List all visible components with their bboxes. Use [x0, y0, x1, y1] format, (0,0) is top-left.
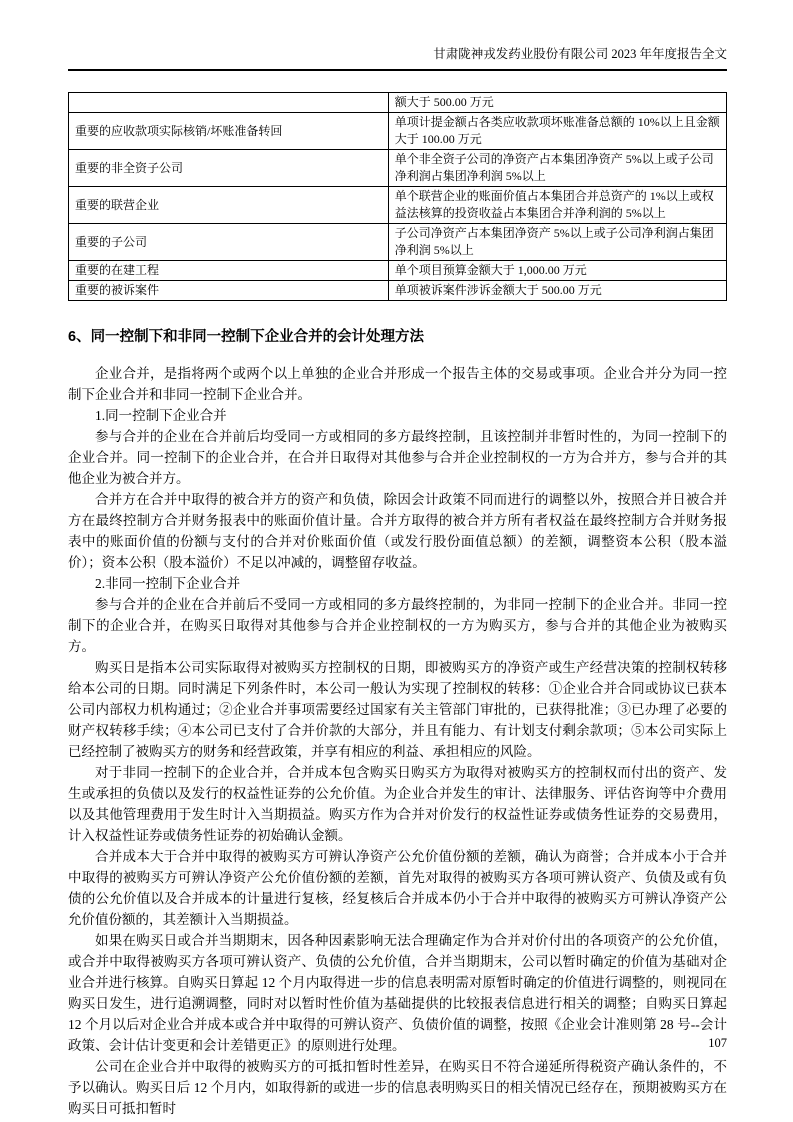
paragraph: 企业合并，是指将两个或两个以上单独的企业合并形成一个报告主体的交易或事项。企业合并分为同一控制下企业合并和非同一控制下企业合并。: [68, 366, 727, 402]
criteria-value: 额大于 500.00 万元: [388, 93, 726, 113]
criteria-value: 子公司净资产占本集团净资产 5%以上或子公司净利润占集团净利润 5%以上: [388, 224, 726, 261]
report-title: 甘肃陇神戎发药业股份有限公司 2023 年年度报告全文: [433, 47, 727, 61]
criteria-label: 重要的子公司: [69, 224, 389, 261]
paragraph: 购买日是指本公司实际取得对被购买方控制权的日期，即被购买方的净资产或生产经营决策的控制权转移给本公司的日期。同时满足下列条件时，本公司一般认为实现了控制权的转移：①企业合并合同或协议已获本公司内部权力机构通过；②企业合并事项需要经过国家有关主管部门审批的，已获得批准；③已办理了必要的财产权转移手续；④本公司已支付了合并价款的大部分，并且有能力、有计划支付剩余款项；⑤本公司实际上已经控制了被购买方的财务和经营政策，并享有相应的利益、承担相应的风险。: [68, 660, 727, 759]
paragraph: 合并方在合并中取得的被合并方的资产和负债，除因会计政策不同而进行的调整以外，按照合并日被合并方在最终控制方合并财务报表中的账面价值计量。合并方取得的被合并方所有者权益在最终控制方合并财务报表中的账面价值的份额与支付的合并对价账面价值（或发行股份面值总额）的差额，调整资本公积（股本溢价）；资本公积（股本溢价）不足以冲减的，调整留存收益。: [68, 492, 727, 570]
table-row: [69, 187, 727, 224]
criteria-label: 重要的被诉案件: [69, 281, 389, 301]
table-row: [69, 150, 727, 187]
criteria-label: 重要的应收款项实际核销/坏账准备转回: [69, 113, 389, 150]
subheading-non-same-control: 2.非同一控制下企业合并: [95, 576, 241, 591]
table-row: [69, 224, 727, 261]
significance-criteria-table: [68, 92, 727, 301]
paragraph: 对于非同一控制下的企业合并，合并成本包含购买日购买方为取得对被购买方的控制权而付出的资产、发生或承担的负债以及发行的权益性证券的公允价值。为企业合并发生的审计、法律服务、评估咨询等中介费用以及其他管理费用于发生时计入当期损益。购买方作为合并对价发行的权益性证券或债务性证券的交易费用，计入权益性证券或债务性证券的初始确认金额。: [68, 765, 727, 843]
criteria-label: 重要的在建工程: [69, 261, 389, 281]
criteria-value: 单项计提金额占各类应收款项坏账准备总额的 10%以上且金额大于 100.00 万元: [388, 113, 726, 150]
paragraph: 合并成本大于合并中取得的被购买方可辨认净资产公允价值份额的差额，确认为商誉；合并成本小于合并中取得的被购买方可辨认净资产公允价值份额的差额，首先对取得的被购买方各项可辨认资产、负债及或有负债的公允价值以及合并成本的计量进行复核，经复核后合并成本仍小于合并中取得的被购买方可辨认净资产公允价值份额的，其差额计入当期损益。: [68, 849, 727, 927]
section-body: [68, 363, 727, 1119]
paragraph: 如果在购买日或合并当期期末，因各种因素影响无法合理确定作为合并对价付出的各项资产的公允价值，或合并中取得被购买方各项可辨认资产、负债的公允价值，合并当期期末，公司以暂时确定的价值为基础对企业合并进行核算。自购买日算起 12 个月内取得进一步的信息表明需对原暂时确定的价值进行调整的，则视同在购买日发生，进行追溯调整，同时对以暂时性价值为基础提供的比较报表信息进行相关的调整；自购买日算起 12 个月以后对企业合并成本或合并中取得的可辨认资产、负债价值的调整，按照《企业会计准则第 28 号--会计政策、会计估计变更和会计差错更正》的原则进行处理。: [68, 933, 727, 1053]
subheading-same-control: 1.同一控制下企业合并: [95, 408, 227, 423]
criteria-value: 单个联营企业的账面价值占本集团合并总资产的 1%以上或权益法核算的投资收益占本集团合并净利润的 5%以上: [388, 187, 726, 224]
criteria-value: 单个项目预算金额大于 1,000.00 万元: [388, 261, 726, 281]
criteria-label: 重要的非全资子公司: [69, 150, 389, 187]
paragraph: 参与合并的企业在合并前后均受同一方或相同的多方最终控制，且该控制并非暂时性的，为同一控制下的企业合并。同一控制下的企业合并，在合并日取得对其他参与合并企业控制权的一方为合并方，参与合并的其他企业为被合并方。: [68, 429, 727, 486]
table-row: [69, 113, 727, 150]
section-heading: 6、同一控制下和非同一控制下企业合并的会计处理方法: [68, 329, 425, 345]
table-row: [69, 281, 727, 301]
criteria-label: 重要的联营企业: [69, 187, 389, 224]
page-number: 107: [708, 1036, 727, 1050]
criteria-label: [69, 93, 389, 113]
table-row: [69, 93, 727, 113]
paragraph: 参与合并的企业在合并前后不受同一方或相同的多方最终控制的，为非同一控制下的企业合并。非同一控制下的企业合并，在购买日取得对其他参与合并企业控制权的一方为购买方，参与合并的其他企业为被购买方。: [68, 597, 727, 654]
page-header: [68, 46, 727, 71]
criteria-value: 单个非全资子公司的净资产占本集团净资产 5%以上或子公司净利润占集团净利润 5%以上: [388, 150, 726, 187]
paragraph: 公司在企业合并中取得的被购买方的可抵扣暂时性差异，在购买日不符合递延所得税资产确认条件的，不予以确认。购买日后 12 个月内，如取得新的或进一步的信息表明购买日的相关情况已经存在，预期被购买方在购买日可抵扣暂时: [68, 1059, 727, 1116]
criteria-value: 单项被诉案件涉诉金额大于 500.00 万元: [388, 281, 726, 301]
table-row: [69, 261, 727, 281]
